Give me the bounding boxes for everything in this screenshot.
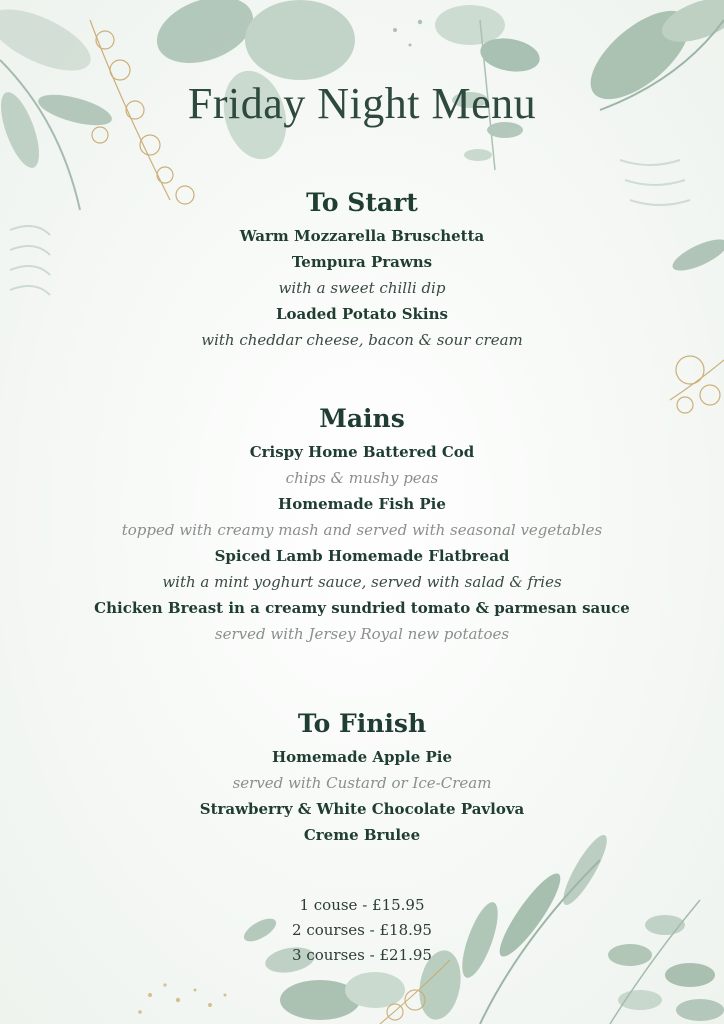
menu-item: Crispy Home Battered Cod [249, 443, 475, 461]
menu-item: Spiced Lamb Homemade Flatbread [214, 547, 510, 565]
menu-item: Tempura Prawns [291, 253, 433, 271]
item-description: chips & mushy peas [285, 469, 439, 487]
menu-title: Friday Night Menu [187, 79, 537, 128]
menu-item: Loaded Potato Skins [276, 305, 448, 323]
section-to-finish [0, 708, 724, 848]
item-description: topped with creamy mash and served with seasonal vegetables [121, 521, 603, 539]
menu-item: Strawberry & White Chocolate Pavlova [199, 800, 525, 818]
price-two-courses: 2 courses - £18.95 [292, 921, 432, 939]
price-one-course: 1 couse - £15.95 [299, 896, 425, 914]
section-heading: To Finish [297, 709, 427, 738]
section-heading: Mains [319, 404, 405, 433]
section-to-start [0, 187, 724, 353]
menu-item: Warm Mozzarella Bruschetta [239, 227, 485, 245]
section-mains [0, 403, 724, 647]
menu-item: Creme Brulee [303, 826, 421, 844]
price-three-courses: 3 courses - £21.95 [292, 946, 432, 964]
item-description: with cheddar cheese, bacon & sour cream [201, 331, 523, 349]
menu-item: Homemade Apple Pie [271, 748, 453, 766]
menu-item: Homemade Fish Pie [278, 495, 446, 513]
price-list [0, 893, 724, 968]
item-description: served with Jersey Royal new potatoes [214, 625, 510, 643]
menu-item: Chicken Breast in a creamy sundried tomato & parmesan sauce [94, 599, 630, 617]
section-heading: To Start [306, 188, 418, 217]
item-description: served with Custard or Ice-Cream [232, 774, 492, 792]
item-description: with a sweet chilli dip [278, 279, 446, 297]
item-description: with a mint yoghurt sauce, served with salad & fries [162, 573, 562, 591]
